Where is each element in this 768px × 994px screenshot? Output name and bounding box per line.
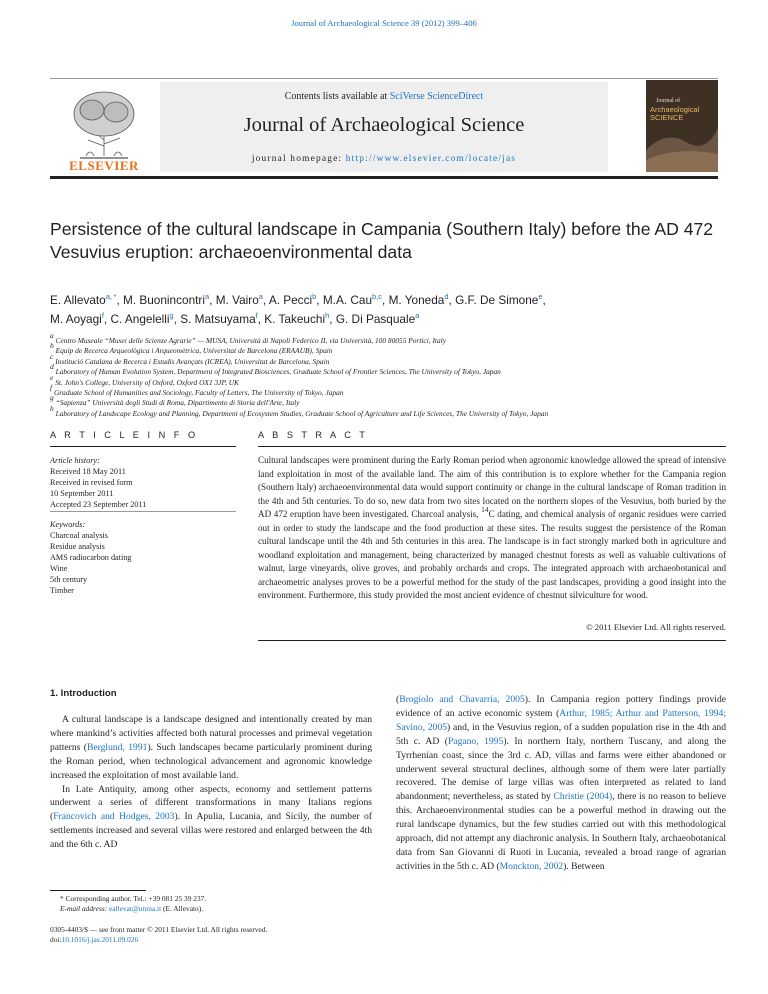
intro-paragraph-2 bbox=[50, 783, 372, 853]
abstract-rule bbox=[258, 446, 726, 447]
author-name: C. Angelelli bbox=[110, 312, 170, 326]
sciencedirect-link[interactable]: SciVerse ScienceDirect bbox=[389, 91, 484, 102]
abstract-text bbox=[258, 454, 726, 603]
body-text: , there is no reason to believe this. Archaeoenvironmental studies can be a powerful method in drawing out the rural landscape dynamics, but the few studies carried out with this methodological approach, did not attempt any diachronic analysis. In Southern Italy, archaeobotanical data from San Giovanni di Ruoti in Lucania, revealed a broad range of agrarian activities in the 5th c. AD ( bbox=[396, 791, 727, 872]
affiliation-key: d bbox=[50, 362, 54, 372]
author-affiliation-marker[interactable]: e bbox=[538, 292, 543, 301]
author-affiliation-marker[interactable]: f bbox=[101, 311, 104, 320]
author-separator: , bbox=[448, 293, 456, 307]
body-text: ). In Campania region pottery findings provide evidence of an active economic system ( bbox=[396, 694, 726, 719]
keyword-item: Wine bbox=[50, 564, 68, 573]
author-list bbox=[50, 291, 740, 329]
author-separator: , bbox=[542, 293, 546, 307]
history-item: Accepted 23 September 2011 bbox=[50, 500, 147, 509]
author-affiliation-marker[interactable]: b bbox=[312, 292, 317, 301]
article-info-heading: A R T I C L E I N F O bbox=[50, 430, 199, 440]
email-label: E-mail address: bbox=[60, 904, 109, 914]
header-top-rule bbox=[50, 78, 718, 79]
author-name: M. Yoneda bbox=[388, 293, 445, 307]
body-text: ). In northern Italy, northern Tuscany, and along the Tyrrhenian coast, since the 3rd c. AD, villas and farms were either abandoned or underwent several structural declines, although some of them were later partially recovered. The demise of large villas was often interpreted as related to land abandonment; nevertheless, as stated by bbox=[396, 735, 726, 803]
author-name: G. Di Pasquale bbox=[335, 312, 416, 326]
author-separator: , bbox=[257, 312, 265, 326]
contents-prefix: Contents lists available at bbox=[284, 91, 390, 102]
history-item: 10 September 2011 bbox=[50, 489, 114, 498]
journal-name: Journal of Archaeological Science bbox=[243, 114, 525, 136]
reference-link[interactable]: Monckton, 2002 bbox=[499, 860, 564, 872]
author-name: M. Buonincontri bbox=[123, 293, 205, 307]
homepage-link[interactable]: http://www.elsevier.com/locate/jas bbox=[345, 154, 517, 164]
author-separator: , bbox=[209, 293, 216, 307]
homepage-prefix: journal homepage: bbox=[251, 154, 346, 164]
article-history bbox=[50, 455, 236, 510]
carbon-14-superscript: 14 bbox=[481, 505, 489, 514]
affiliation-text: Graduate School of Humanities and Sociology, Faculty of Letters, The University of Tokyo, Japan bbox=[52, 388, 344, 398]
footnote-marker: * bbox=[60, 894, 64, 903]
author-separator: , bbox=[116, 293, 123, 307]
keyword-item: Timber bbox=[50, 586, 74, 595]
affiliation-key: h bbox=[50, 403, 54, 413]
elsevier-wordmark: ELSEVIER bbox=[69, 158, 139, 173]
history-item: Received 18 May 2011 bbox=[50, 467, 126, 476]
author-affiliation-marker[interactable]: d bbox=[444, 292, 449, 301]
header-bottom-rule bbox=[50, 176, 718, 179]
info-rule bbox=[50, 446, 236, 447]
email-suffix: (E. Allevato). bbox=[161, 904, 204, 914]
affiliation-key: e bbox=[50, 372, 54, 382]
affiliation-list bbox=[50, 331, 740, 419]
author-name: A. Pecci bbox=[268, 293, 313, 307]
cover-title: Archaeological SCIENCE bbox=[650, 105, 700, 122]
affiliation-key: a bbox=[50, 331, 54, 340]
affiliation-key: g bbox=[50, 393, 54, 403]
affiliation-item bbox=[50, 383, 740, 398]
info-divider bbox=[50, 511, 236, 512]
history-item: Received in revised form bbox=[50, 478, 133, 487]
affiliation-text: Centro Museale “Musei delle Scienze Agrarie” — MUSA, Università di Napoli Federico II, via Università, 100 80055 Portici, Italy bbox=[53, 336, 447, 345]
journal-cover-image bbox=[646, 80, 718, 172]
author-name: K. Takeuchi bbox=[264, 312, 326, 326]
abstract-part-2: C dating, and chemical analysis of organic residues were carried out in order to study the landscape and the food production at these sites. The results suggest the persistence of the Roman cultural landscape until the 4th and 5th centuries in this area. The landscape is in fact strongly marked both in agriculture and woodland exploitation and management, being characterized by managed chestnut forests as well as valuable cultivations of walnut, large vineyards, olive groves, and probably orchards and crops. The integrated approach with archaeobotanical and archaeometric analyses proves to be a powerful method for the study of the past landscapes, providing a good insight into the environment. Furthermore, this study provided the most ancient evidence of chestnut silviculture for wood. bbox=[258, 509, 726, 600]
author-affiliation-marker[interactable]: a, * bbox=[105, 292, 117, 301]
journal-citation[interactable]: Journal of Archaeological Science 39 (2012) 399–406 bbox=[291, 18, 477, 28]
history-label: Article history: bbox=[50, 456, 100, 465]
intro-paragraph-1 bbox=[50, 713, 372, 783]
body-text: ). Between bbox=[563, 860, 605, 872]
keywords-label: Keywords: bbox=[50, 520, 86, 529]
keyword-item: Residue analysis bbox=[50, 542, 105, 551]
reference-link[interactable]: Berglund, 1991 bbox=[86, 741, 148, 753]
author-separator: , bbox=[173, 312, 181, 326]
article-title: Persistence of the cultural landscape in Campania (Southern Italy) before the AD 472 Vesuvius eruption: archaeoenvironmental data bbox=[50, 219, 714, 262]
author-name: G.F. De Simone bbox=[455, 293, 539, 307]
body-text: ( bbox=[396, 694, 400, 705]
doi-prefix: doi: bbox=[50, 935, 62, 945]
body-text: ). In Apulia, Lucania, and Sicily, the number of settlements increased and several villas were restored and enlarged between the 4th and the 6th c. AD bbox=[50, 811, 373, 851]
author-separator: , bbox=[262, 293, 269, 307]
body-left-column bbox=[50, 713, 372, 852]
reference-link[interactable]: Christie (2004) bbox=[553, 791, 613, 803]
keyword-item: 5th century bbox=[50, 575, 88, 584]
author-name: M. Vairo bbox=[215, 293, 259, 307]
affiliation-item bbox=[50, 341, 740, 356]
affiliation-item bbox=[50, 362, 740, 377]
affiliation-text: Institució Catalana de Recerca i Estudis Avançats (ICREA), Universitat de Barcelona, Spain bbox=[53, 356, 330, 366]
abstract-bottom-rule bbox=[258, 640, 726, 641]
author-separator: , bbox=[103, 312, 111, 326]
affiliation-key: c bbox=[50, 351, 54, 361]
author-affiliation-marker[interactable]: b,c bbox=[372, 292, 383, 301]
body-text: ) and, in the Vesuvius region, of a sudden population rise in the 4th and 5th c. AD ( bbox=[396, 721, 726, 747]
reference-link[interactable]: Brogiolo and Chavarría, 2005 bbox=[399, 694, 525, 705]
body-text: A cultural landscape is a landscape designed and intentionally created by man where mankind’s activities affected both natural processes and primeval vegetation patterns ( bbox=[50, 714, 372, 753]
front-matter-note bbox=[50, 925, 370, 946]
intro-paragraph-3 bbox=[396, 693, 726, 874]
keyword-item: Charcoal analysis bbox=[50, 531, 108, 540]
body-right-column bbox=[396, 693, 726, 874]
author-affiliation-marker[interactable]: g bbox=[169, 311, 174, 320]
affiliation-key: f bbox=[50, 383, 53, 393]
keyword-item: AMS radiocarbon dating bbox=[50, 553, 132, 562]
abstract-part-1: Cultural landscapes were prominent during the Early Roman period when agronomic knowledge allowed the spread of intensive land exploitation in most of the available land. The aim of this contribution is to explore whether for the Campania region (Southern Italy) archaeoenvironmental data would support continuity or change in the cultural landscape of Roman tradition in the 4th and 5th centuries. To do so, new data from two sites located on the northern slopes of the Vesuvius, both buried by the AD 472 eruption have been investigated. Charcoal analysis, bbox=[258, 455, 726, 519]
cover-art bbox=[646, 80, 718, 172]
affiliation-text: “Sapienza” Università degli Studi di Roma, Dipartimento di Storia dell'Arte, Italy bbox=[53, 398, 300, 408]
body-text: In Late Antiquity, among other aspects, economy and settlement patterns underwent a series of different transformations in many Italians regions ( bbox=[50, 783, 372, 823]
author-name: M.A. Cau bbox=[322, 293, 373, 307]
keywords-block bbox=[50, 519, 236, 596]
cover-small-text: Journal of bbox=[656, 98, 681, 104]
footnote-rule bbox=[50, 890, 146, 891]
affiliation-text: St. John's College, University of Oxford, Oxford OX1 3JP, UK bbox=[53, 377, 239, 387]
corresponding-author-footnote bbox=[60, 894, 370, 914]
author-affiliation-marker[interactable]: h bbox=[325, 311, 330, 320]
introduction-heading: 1. Introduction bbox=[50, 688, 117, 699]
author-separator: , bbox=[316, 293, 323, 307]
author-separator: , bbox=[329, 312, 336, 326]
abstract-heading: A B S T R A C T bbox=[258, 430, 368, 440]
doi-link[interactable]: 10.1016/j.jas.2011.09.026 bbox=[61, 935, 139, 945]
journal-homepage bbox=[160, 154, 608, 164]
reference-link[interactable]: Arthur, 1985; Arthur and Patterson, 1994; Savino, 2005 bbox=[396, 707, 726, 733]
author-separator: , bbox=[382, 293, 389, 307]
issn-line: 0305-4403/$ — see front matter © 2011 Elsevier Ltd. All rights reserved. bbox=[50, 925, 268, 934]
footnote-phone: Corresponding author. Tel.: +39 081 25 39 237. bbox=[65, 894, 207, 903]
affiliation-text: Laboratory of Human Evolution System, Department of Integrated Biosciences, Graduate School of Frontier Sciences, The University of Tokyo, Japan bbox=[53, 367, 501, 377]
reference-link[interactable]: Francovich and Hodges, 2003 bbox=[53, 811, 175, 823]
abstract-copyright: © 2011 Elsevier Ltd. All rights reserved. bbox=[586, 622, 726, 632]
reference-link[interactable]: Pagano, 1995 bbox=[447, 735, 504, 747]
author-affiliation-marker[interactable]: a bbox=[204, 292, 210, 301]
email-link[interactable]: eallevat@unina.it bbox=[109, 904, 162, 914]
author-name: S. Matsuyama bbox=[180, 312, 256, 326]
affiliation-item bbox=[50, 331, 740, 346]
body-text: ). Such landscapes became particularly prominent during the Roman period, when technological advancement and agronomic knowledge increased the exploitation of most available land. bbox=[50, 741, 372, 781]
affiliation-text: Laboratory of Landscape Ecology and Planning, Department of Ecosystem Studies, Graduate School of Agriculture and Life Sciences, The University of Tokyo, Japan bbox=[53, 408, 549, 418]
affiliation-text: Equip de Recerca Arqueològica i Arqueomètrica, Universitat de Barcelona (ERAAUB), Spain bbox=[53, 346, 333, 356]
author-name: E. Allevato bbox=[50, 293, 106, 307]
author-affiliation-marker[interactable]: f bbox=[255, 311, 258, 320]
affiliation-key: b bbox=[50, 341, 54, 351]
author-name: M. Aoyagi bbox=[50, 312, 102, 326]
author-affiliation-marker[interactable]: a bbox=[258, 292, 263, 301]
contents-line bbox=[160, 91, 608, 102]
author-affiliation-marker[interactable]: a bbox=[415, 311, 420, 320]
